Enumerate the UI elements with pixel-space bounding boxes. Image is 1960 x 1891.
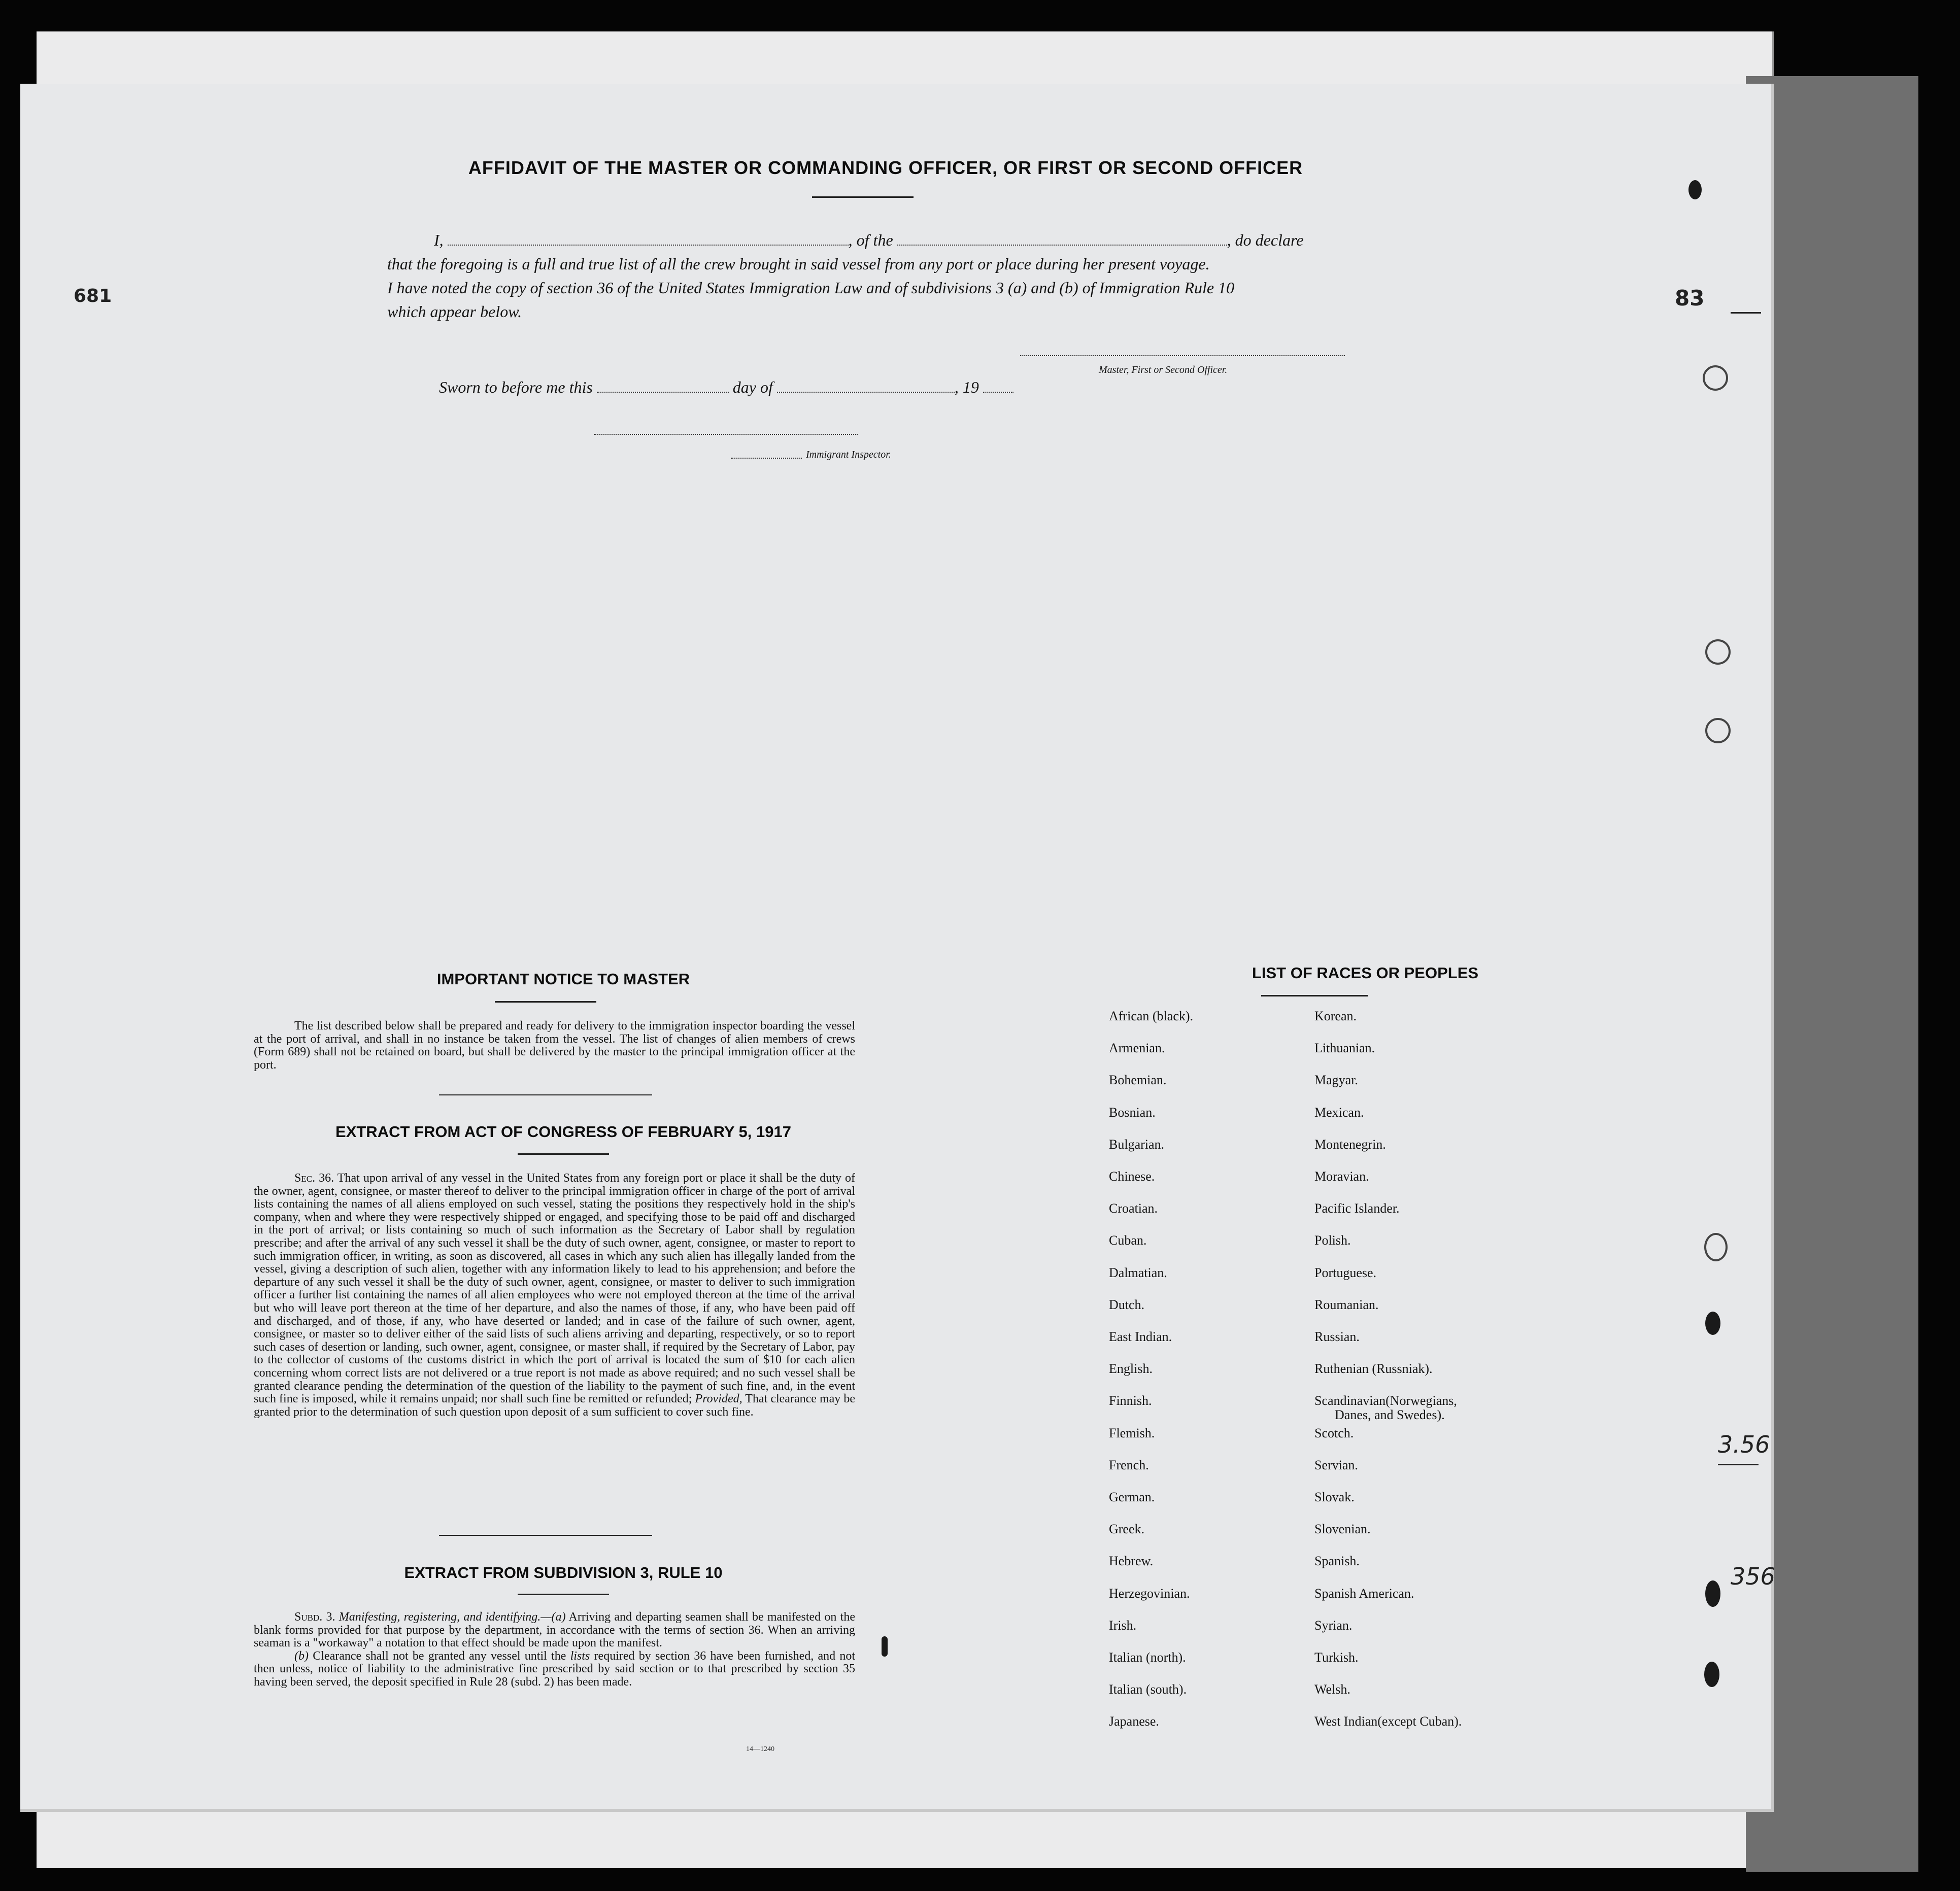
affidavit-line-3: I have noted the copy of section 36 of the United States Immigration Law and of subdivisions 3 (a) and (b) of Immigration Rule 10 [387, 279, 1235, 297]
race-entry: Bohemian. [1109, 1073, 1167, 1088]
race-entry: Greek. [1109, 1522, 1145, 1537]
notice-text [254, 1020, 855, 1072]
race-entry: Armenian. [1109, 1041, 1165, 1056]
race-entry: Ruthenian (Russniak). [1314, 1361, 1433, 1377]
race-entry: Polish. [1314, 1233, 1351, 1248]
affidavit-line-1 [434, 231, 1303, 250]
race-entry: Pacific Islander. [1314, 1201, 1400, 1216]
race-entry: Japanese. [1109, 1714, 1159, 1729]
races-title: LIST OF RACES OR PEOPLES [1252, 964, 1479, 982]
affidavit-title-rule [812, 196, 914, 198]
affidavit-title: AFFIDAVIT OF THE MASTER OR COMMANDING OFFICER, OR FIRST OR SECOND OFFICER [468, 157, 1303, 178]
affidavit-of-the-label: , of the [848, 231, 893, 249]
race-entry: Bulgarian. [1109, 1137, 1165, 1152]
race-entry: Slovenian. [1314, 1522, 1371, 1537]
para-b-post: required by section 36 have been furnished, and not then unless, notice of liability to the administrative fine prescribed by said section or to that prescribed by section 35 having been served, the deposit specified in Rule 28 (subd. 2) has been made. [254, 1649, 856, 1689]
extract-act-title-rule [518, 1153, 609, 1155]
subd3-heading: Manifesting, registering, and identifying.—(a) [339, 1610, 566, 1624]
race-entry: Finnish. [1109, 1393, 1152, 1408]
race-entry: Cuban. [1109, 1233, 1147, 1248]
race-entry: Dalmatian. [1109, 1265, 1167, 1280]
signature-caption: Master, First or Second Officer. [1099, 364, 1228, 375]
sworn-month-blank [777, 392, 955, 393]
margin-note-left: 681 [74, 286, 112, 306]
provided-text: That clearance may be granted prior to the determination of such question upon deposit of a sum sufficient to cover such fine. [254, 1392, 856, 1419]
affidavit-line-4: which appear below. [387, 302, 522, 321]
race-entry: Russian. [1314, 1329, 1360, 1344]
sworn-year: , 19 [954, 378, 979, 396]
subd3-paragraph [254, 1611, 855, 1650]
binding-ring-icon [1705, 718, 1731, 743]
signature-line [1020, 355, 1345, 356]
race-entry: Spanish American. [1314, 1586, 1414, 1601]
para-b-lists: lists [570, 1649, 590, 1663]
binding-ring-icon [1704, 1233, 1728, 1261]
race-entry: Portuguese. [1314, 1265, 1377, 1280]
margin-tick [1731, 312, 1761, 314]
binding-ring-icon [1705, 639, 1731, 665]
extract-act-separator [439, 1535, 652, 1536]
race-entry: Lithuanian. [1314, 1041, 1375, 1056]
binding-hole-icon [1688, 180, 1702, 199]
inspector-caption-lead [731, 458, 802, 459]
inspector-caption: Immigrant Inspector. [806, 449, 891, 460]
race-entry: Italian (south). [1109, 1682, 1187, 1697]
binding-hole-icon [1705, 1312, 1720, 1335]
race-entry: Croatian. [1109, 1201, 1158, 1216]
sworn-year-blank [983, 392, 1013, 393]
margin-note-right-mid-2: 356 [1731, 1563, 1775, 1590]
race-entry: German. [1109, 1490, 1155, 1504]
race-entry: Magyar. [1314, 1073, 1358, 1088]
name-blank [448, 245, 849, 246]
race-entry: Moravian. [1314, 1169, 1369, 1184]
race-entry: African (black). [1109, 1009, 1194, 1023]
sworn-day-blank [597, 392, 729, 393]
race-entry: Servian. [1314, 1457, 1358, 1472]
subd3-label: Subd. 3. [294, 1610, 335, 1624]
notice-separator [439, 1094, 652, 1095]
race-entry: Hebrew. [1109, 1554, 1154, 1569]
binding-hole-icon [1705, 1580, 1720, 1607]
sec36-paragraph [254, 1172, 855, 1419]
margin-note-right-mid-1: 3.56 [1718, 1431, 1770, 1458]
sworn-day-of: day of [732, 378, 773, 396]
race-entry: Turkish. [1314, 1650, 1359, 1665]
race-entry: Slovak. [1314, 1490, 1355, 1504]
race-entry: Bosnian. [1109, 1105, 1156, 1120]
margin-note-right-top: 83 [1675, 286, 1705, 311]
para-b-pre: Clearance shall not be granted any vessel until the [313, 1649, 566, 1663]
punch-mark-icon [882, 1636, 888, 1657]
extract-act-text [254, 1172, 855, 1419]
notice-title: IMPORTANT NOTICE TO MASTER [436, 970, 690, 988]
race-entry: English. [1109, 1361, 1153, 1377]
para-b-label: (b) [294, 1649, 309, 1663]
race-entry: Spanish. [1314, 1554, 1360, 1569]
notice-paragraph: The list described below shall be prepared and ready for delivery to the immigration inspector boarding the vessel at the port of arrival, and shall in no instance be taken from the vessel. The list of changes of alien members of crews (Form 689) shall not be retained on board, but shall be delivered by the master to the principal immigration officer at the port. [254, 1019, 855, 1072]
affidavit-declare-label: , do declare [1227, 231, 1304, 249]
race-entry: French. [1109, 1457, 1149, 1472]
subd3-para-b [254, 1650, 855, 1689]
race-entry: Montenegrin. [1314, 1137, 1386, 1152]
margin-underline [1718, 1464, 1759, 1465]
document-page [20, 84, 1774, 1812]
race-entry: Irish. [1109, 1618, 1137, 1633]
race-entry: Herzegovinian. [1109, 1586, 1190, 1601]
race-entry: West Indian(except Cuban). [1314, 1714, 1462, 1729]
form-number: 14—1240 [746, 1745, 774, 1753]
races-title-rule [1261, 995, 1368, 996]
binding-hole-icon [1704, 1662, 1719, 1687]
race-entry: Syrian. [1314, 1618, 1353, 1633]
inspector-signature-line [594, 434, 858, 435]
vessel-blank [897, 245, 1227, 246]
race-entry: Italian (north). [1109, 1650, 1186, 1665]
race-entry: East Indian. [1109, 1329, 1172, 1344]
extract-rule-title: EXTRACT FROM SUBDIVISION 3, RULE 10 [404, 1564, 723, 1581]
binding-ring-icon [1703, 365, 1728, 391]
subd3-para-a: Arriving and departing seamen shall be manifested on the blank forms provided for that purpose by the department, in accordance with the terms of section 36. When an arriving seaman is a "workaway" a notation to that effect should be made upon the manifest. [254, 1610, 855, 1650]
sworn-prefix: Sworn to before me this [439, 378, 593, 396]
sec36-label: Sec. 36. [294, 1172, 334, 1185]
race-entry: Chinese. [1109, 1169, 1155, 1184]
extract-rule-text [254, 1611, 855, 1689]
affidavit-line-2: that the foregoing is a full and true list of all the crew brought in said vessel from any port or place during her present voyage. [387, 255, 1210, 273]
race-entry: Dutch. [1109, 1297, 1145, 1312]
provided-label: Provided, [695, 1392, 742, 1406]
race-entry: Roumanian. [1314, 1297, 1379, 1312]
race-entry: Mexican. [1314, 1105, 1364, 1120]
race-entry: Danes, and Swedes). [1335, 1407, 1445, 1423]
extract-rule-title-rule [518, 1594, 609, 1595]
race-entry: Scandinavian(Norwegians, [1314, 1393, 1457, 1408]
affidavit-i-label: I, [434, 231, 444, 249]
race-entry: Welsh. [1314, 1682, 1350, 1697]
sworn-line [439, 378, 1013, 397]
extract-act-title: EXTRACT FROM ACT OF CONGRESS OF FEBRUARY 5, 1917 [335, 1123, 791, 1141]
notice-title-rule [495, 1001, 596, 1003]
sec36-text: That upon arrival of any vessel in the United States from any foreign port or place it shall be the duty of the owner, agent, consignee, or master thereof to deliver to the principal immigration officer in charge of the port of arrival lists containing the names of all aliens employed on such vessel, stating the positions they respectively hold in the ship's company, when and where they were respectively shipped or engaged, and specifying those to be paid off and discharged in the port of arrival; or lists containing so much of such information as the Secretary of Labor shall by regulation prescribe; and after the arrival of any such vessel it shall be the duty of such owner, agent, consignee, or master to report to such immigration officer, in writing, as soon as discovered, all cases in which any such alien has illegally landed from the vessel, giving a description of such alien, together with any information likely to lead to his apprehension; and before the departure of any such vessel it shall be the duty of such owner, agent, consignee, or master to deliver to such immigration officer a further list containing the names of all alien employees who were not employed thereon at the time of the arrival but who will leave port thereon at the time of her departure, and also the names of those, if any, who have been paid off and discharged, and of those, if any, who have deserted or landed; and in case of the failure of such owner, agent, consignee, or master so to deliver either of the said lists of such aliens arriving and departing, respectively, or so to report such cases of desertion or landing, such owner, agent, consignee, or master shall, if required by the Secretary of Labor, pay to the collector of customs of the customs district in which the port of arrival is located the sum of $10 for each alien concerning whom correct lists are not delivered or a true report is not made as above required; and no such vessel shall be granted clearance pending the determination of the question of the liability to the payment of such fine, and, in the event such fine is imposed, while it remains unpaid; nor shall such fine be remitted or refunded; [254, 1172, 855, 1406]
race-entry: Korean. [1314, 1009, 1357, 1023]
race-entry: Flemish. [1109, 1425, 1155, 1440]
race-entry: Scotch. [1314, 1425, 1354, 1440]
